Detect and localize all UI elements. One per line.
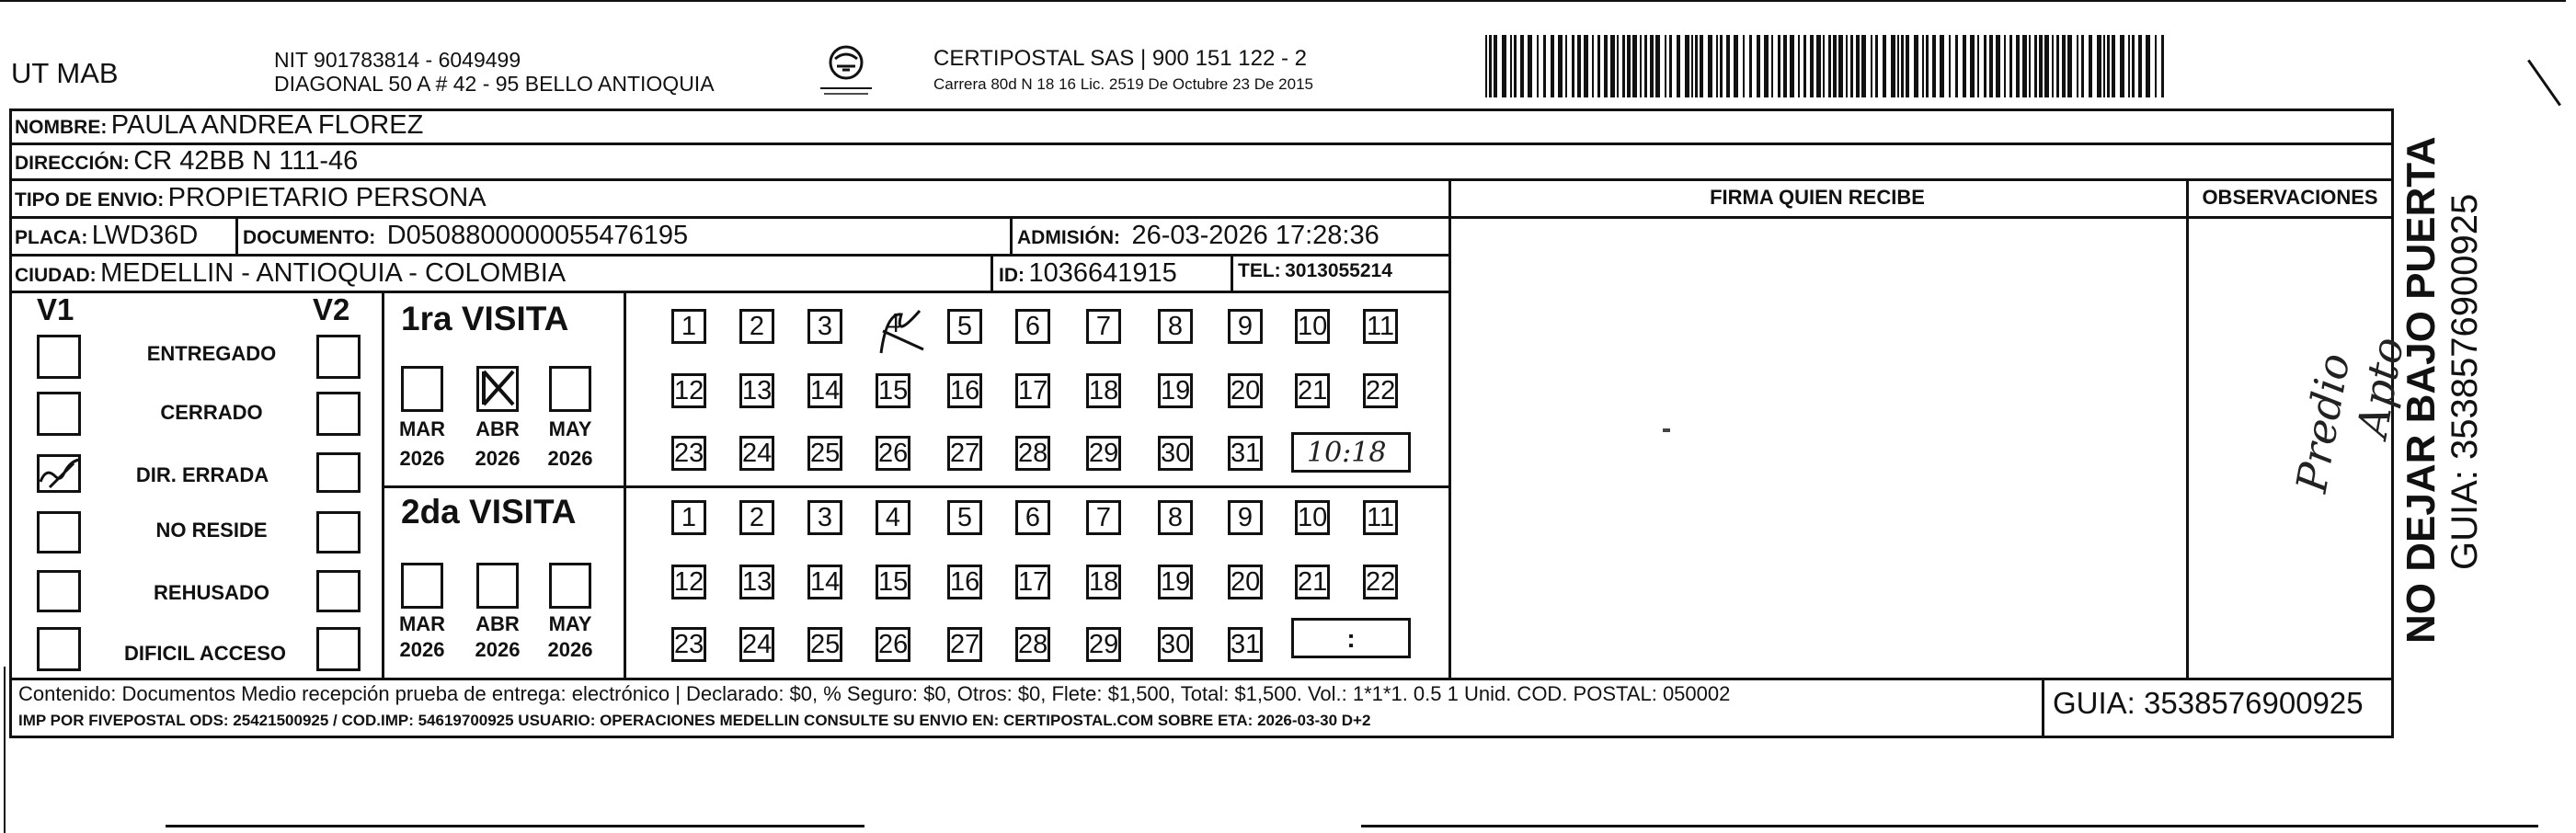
barcode-bar (2097, 35, 2101, 97)
visit2-year-abr: 2026 (475, 638, 521, 661)
visit2-day-24[interactable]: 24 (739, 627, 774, 662)
handwritten-x-mark (476, 366, 519, 412)
barcode-bar (1604, 35, 1608, 97)
barcode-bar (1610, 35, 1615, 97)
v2-checkbox-no-reside[interactable] (316, 511, 361, 553)
barcode-bar (1677, 35, 1680, 97)
visit2-title: 2da VISITA (401, 493, 577, 531)
barcode-bar (1901, 35, 1904, 97)
name-row (15, 110, 423, 141)
visit2-day-23[interactable]: 23 (671, 627, 706, 662)
visit1-day-15[interactable]: 15 (876, 373, 910, 408)
visit1-day-1[interactable]: 1 (671, 309, 706, 344)
barcode-bar (1543, 35, 1546, 97)
barcode-bar (2081, 35, 2084, 97)
visit1-month-abr: ABR (475, 417, 520, 440)
footer-guia-divider (2042, 678, 2044, 737)
v2-header: V2 (313, 292, 350, 326)
status-label-no-reside: NO RESIDE (155, 519, 268, 542)
barcode-bar (1816, 35, 1821, 97)
visit1-day-22[interactable]: 22 (1363, 373, 1398, 408)
barcode-bar (2103, 35, 2105, 97)
visit2-day-8[interactable]: 8 (1158, 500, 1193, 535)
barcode-bar (1644, 35, 1647, 97)
visit1-day-7[interactable]: 7 (1086, 309, 1121, 344)
visit1-month-mar: MAR (398, 417, 446, 440)
v1-checkbox-no-reside[interactable] (37, 511, 81, 553)
v1-checkbox-entregado[interactable] (37, 335, 81, 379)
barcode-bar (1764, 35, 1769, 97)
visit2-day-25[interactable]: 25 (807, 627, 842, 662)
barcode-bar (1665, 35, 1666, 97)
barcode-bar (1989, 35, 1993, 97)
barcode-bar (1856, 35, 1860, 97)
status-label-cerrado: CERRADO (160, 401, 263, 424)
frame-left-line (9, 108, 12, 738)
barcode-bar (1617, 35, 1619, 97)
barcode-bar (2016, 35, 2020, 97)
barcode-bar (1803, 35, 1806, 97)
footer-guia: GUIA: 3538576900925 (2053, 686, 2364, 720)
visit1-month-box-abr[interactable] (476, 366, 519, 412)
barcode-bar (1695, 35, 1698, 97)
barcode-bar (2120, 35, 2124, 97)
bottom-stray-line-2 (1361, 825, 2538, 827)
barcode-bar (1798, 35, 1800, 97)
barcode-bar (1726, 35, 1730, 97)
barcode-bar (1494, 35, 1497, 97)
barcode-bar (1955, 35, 1958, 97)
barcode-bar (2077, 35, 2078, 97)
signature-header: FIRMA QUIEN RECIBE (1710, 186, 1925, 209)
barcode-bar (1514, 35, 1517, 97)
visit1-day-17[interactable]: 17 (1015, 373, 1050, 408)
barcode-bar (1749, 35, 1752, 97)
admission-value: 26-03-2026 17:28:36 (1131, 221, 1380, 250)
visit2-month-mar: MAR (398, 612, 446, 635)
visit1-day-2[interactable]: 2 (739, 309, 774, 344)
recipient-address: CR 42BB N 111-46 (133, 146, 359, 176)
company-nit: NIT 901783814 - 6049499 (274, 48, 521, 72)
visit1-day-12[interactable]: 12 (671, 373, 706, 408)
visit1-day-6[interactable]: 6 (1015, 309, 1050, 344)
visit1-day-scribble (874, 303, 929, 359)
barcode-bar (2052, 35, 2054, 97)
v2-checkbox-entregado[interactable] (316, 335, 361, 379)
tel-divider (1231, 254, 1233, 291)
plate-value: LWD36D (91, 221, 199, 250)
barcode-bar (2004, 35, 2006, 97)
barcode-bar (1932, 35, 1936, 97)
visit1-day-4[interactable]: 4 (885, 309, 901, 338)
visit2-time-box[interactable] (1291, 618, 1411, 658)
visit1-day-8[interactable]: 8 (1158, 309, 1193, 344)
barcode-bar (1584, 35, 1588, 97)
barcode-bar (1708, 35, 1712, 97)
visit1-time-box[interactable] (1291, 432, 1411, 473)
barcode-bar (1757, 35, 1760, 97)
tel-value: 3013055214 (1285, 260, 1392, 281)
barcode-bar (1778, 35, 1780, 97)
footer-imp: IMP POR FIVEPOSTAL ODS: 25421500925 / COD.IMP: 54619700925 USUARIO: OPERACIONES MEDELLIN CONSULTE SU ENVIO EN: CERTIPOSTAL.COM SOBRE ETA: 2026-03-30 D+2 (18, 712, 1371, 729)
frame-bottom-line (9, 736, 2394, 738)
observations-left-line (2186, 178, 2189, 679)
visit1-day-31[interactable]: 31 (1228, 436, 1263, 471)
visit1-year-may: 2026 (547, 447, 593, 470)
company-address: DIAGONAL 50 A # 42 - 95 BELLO ANTIOQUIA (274, 72, 715, 96)
visit2-month-box-mar[interactable] (401, 563, 443, 609)
visit1-day-26[interactable]: 26 (876, 436, 910, 471)
barcode-bar (1537, 35, 1539, 97)
visit2-day-18[interactable]: 18 (1086, 565, 1121, 599)
visit1-day-21[interactable]: 21 (1295, 373, 1330, 408)
id-label: ID: (999, 265, 1025, 286)
visit2-day-2[interactable]: 2 (739, 500, 774, 535)
footer-contents: Contenido: Documentos Medio recepción prueba de entrega: electrónico | Declarado: $0, % Seguro: $0, Otros: $0, Flete: $1,500, Total: $1,500. Vol.: 1*1*1. 0.5 1 Unid. COD. POSTAL: 050002 (18, 682, 1731, 705)
barcode-bar (1846, 35, 1848, 97)
margin-line (4, 667, 6, 833)
side-guia: GUIA: 3538576900925 (2444, 193, 2485, 570)
carrier-license: Carrera 80d N 18 16 Lic. 2519 De Octubre 23 De 2015 (933, 75, 1313, 93)
bottom-stray-line-1 (166, 825, 864, 827)
visit2-day-21[interactable]: 21 (1295, 565, 1330, 599)
barcode-bar (1906, 35, 1909, 97)
barcode-bar (1949, 35, 1951, 97)
visit2-year-mar: 2026 (399, 638, 445, 661)
row-line-3 (9, 216, 1448, 219)
barcode-bar (2009, 35, 2012, 97)
status-label-dificil-acceso: DIFICIL ACCESO (123, 642, 286, 665)
barcode-bar (1551, 35, 1554, 97)
visit1-day-10[interactable]: 10 (1295, 309, 1330, 344)
type-label: TIPO DE ENVIO: (15, 189, 165, 211)
barcode-bar (2062, 35, 2066, 97)
visit2-day-7[interactable]: 7 (1086, 500, 1121, 535)
barcode-bar (1655, 35, 1660, 97)
visit1-day-27[interactable]: 27 (947, 436, 982, 471)
visit2-day-6[interactable]: 6 (1015, 500, 1050, 535)
visit1-month-box-may[interactable] (549, 366, 591, 412)
plate-label: PLACA: (15, 227, 88, 248)
plate-divider (235, 217, 238, 254)
visit2-month-box-may[interactable] (549, 563, 591, 609)
barcode-bar (1883, 35, 1886, 97)
barcode-bar (2089, 35, 2092, 97)
barcode-bar (1850, 35, 1853, 97)
barcode-bar (2056, 35, 2059, 97)
name-label: NOMBRE: (15, 117, 108, 138)
barcode-bar (1875, 35, 1878, 97)
barcode-bar (1977, 35, 1979, 97)
visit2-day-22[interactable]: 22 (1363, 565, 1398, 599)
visit2-day-15[interactable]: 15 (876, 565, 910, 599)
handwritten-check-mark (37, 454, 81, 493)
barcode-bar (2128, 35, 2130, 97)
city-label: CIUDAD: (15, 265, 97, 286)
barcode-bar (1700, 35, 1703, 97)
id-value: 1036641915 (1028, 258, 1177, 288)
visit2-day-14[interactable]: 14 (807, 565, 842, 599)
visit1-day-23[interactable]: 23 (671, 436, 706, 471)
barcode-bar (1489, 35, 1492, 97)
city-row (15, 258, 566, 289)
visit1-year-mar: 2026 (399, 447, 445, 470)
visit2-day-26[interactable]: 26 (876, 627, 910, 662)
visit2-day-30[interactable]: 30 (1158, 627, 1193, 662)
barcode-bar (2034, 35, 2037, 97)
barcode-bar (1996, 35, 2000, 97)
admission-divider (1010, 217, 1013, 254)
barcode-bar (1510, 35, 1512, 97)
admission-label: ADMISIÓN: (1017, 227, 1120, 248)
visit1-day-24[interactable]: 24 (739, 436, 774, 471)
barcode-bar (2107, 35, 2110, 97)
barcode-bar (1926, 35, 1929, 97)
barcode-bar (2146, 35, 2150, 97)
barcode-bar (1502, 35, 1506, 97)
barcode-bar (1650, 35, 1654, 97)
visit2-day-16[interactable]: 16 (947, 565, 982, 599)
visit2-month-box-abr[interactable] (476, 563, 519, 609)
shipment-type: PROPIETARIO PERSONA (167, 183, 487, 212)
visit2-day-10[interactable]: 10 (1295, 500, 1330, 535)
barcode-bar (1734, 35, 1738, 97)
id-divider (990, 254, 993, 291)
barcode-bar (1691, 35, 1693, 97)
certipostal-logo (815, 42, 877, 101)
visit2-day-20[interactable]: 20 (1228, 565, 1263, 599)
visit1-day-5[interactable]: 5 (947, 309, 982, 344)
barcode-bar (2039, 35, 2043, 97)
barcode-bar (1771, 35, 1773, 97)
visit2-day-12[interactable]: 12 (671, 565, 706, 599)
barcode-bar (1970, 35, 1975, 97)
barcode-bar (1871, 35, 1872, 97)
row-line-5 (9, 291, 1448, 293)
visit1-day-18[interactable]: 18 (1086, 373, 1121, 408)
signature-dot (1663, 428, 1670, 432)
visit2-year-may: 2026 (547, 638, 593, 661)
v1-checkbox-dificil-acceso[interactable] (37, 627, 81, 671)
barcode-bar (1520, 35, 1524, 97)
observation-handwritten-line2: Apto (2347, 333, 2414, 441)
barcode-bar (1891, 35, 1895, 97)
visit2-day-1[interactable]: 1 (671, 500, 706, 535)
side-warning: NO DEJAR BAJO PUERTA (2399, 136, 2444, 644)
visit2-month-may: MAY (548, 612, 592, 635)
status-divider (382, 291, 384, 678)
visit1-day-19[interactable]: 19 (1158, 373, 1193, 408)
barcode-bar (1828, 35, 1831, 97)
barcode-bar (1861, 35, 1866, 97)
barcode-bar (1810, 35, 1814, 97)
barcode-bar (1720, 35, 1723, 97)
visit2-day-19[interactable]: 19 (1158, 565, 1193, 599)
visit2-day-13[interactable]: 13 (739, 565, 774, 599)
barcode-bar (2067, 35, 2072, 97)
visit2-day-11[interactable]: 11 (1363, 500, 1398, 535)
barcode-bar (1823, 35, 1825, 97)
visit1-day-30[interactable]: 30 (1158, 436, 1193, 471)
visit1-day-16[interactable]: 16 (947, 373, 982, 408)
barcode-bar (2132, 35, 2135, 97)
admission-row (1017, 221, 1380, 251)
barcode-bar (1627, 35, 1631, 97)
row-line-1 (9, 143, 2394, 145)
corner-mark (2527, 60, 2561, 107)
visit1-day-28[interactable]: 28 (1015, 436, 1050, 471)
visit1-day-3[interactable]: 3 (807, 309, 842, 344)
barcode-bar (2138, 35, 2142, 97)
barcode-bar (1716, 35, 1718, 97)
observations-header: OBSERVACIONES (2202, 186, 2378, 209)
barcode-bar (1528, 35, 1532, 97)
barcode-bar (1922, 35, 1924, 97)
barcode-bar (1914, 35, 1918, 97)
v1-checkbox-dir-errada[interactable] (37, 454, 81, 493)
visit1-day-20[interactable]: 20 (1228, 373, 1263, 408)
visit2-day-28[interactable]: 28 (1015, 627, 1050, 662)
visit1-month-box-mar[interactable] (401, 366, 443, 412)
months-divider (624, 291, 626, 678)
barcode-bar (1622, 35, 1625, 97)
visit1-day-9[interactable]: 9 (1228, 309, 1263, 344)
document-label: DOCUMENTO: (243, 227, 376, 248)
barcode-bar (1833, 35, 1837, 97)
barcode-bar (2155, 35, 2157, 97)
status-label-entregado: ENTREGADO (146, 342, 277, 365)
barcode-bar (2161, 35, 2164, 97)
observation-handwritten-line1: Predio (2286, 349, 2360, 496)
barcode-bar (1940, 35, 1944, 97)
visit1-day-11[interactable]: 11 (1363, 309, 1398, 344)
recipient-name: PAULA ANDREA FLOREZ (110, 110, 424, 140)
barcode-bar (1572, 35, 1574, 97)
barcode (1485, 35, 2166, 97)
barcode-bar (1640, 35, 1642, 97)
barcode-bar (1565, 35, 1567, 97)
type-row (15, 183, 487, 213)
barcode-bar (1897, 35, 1899, 97)
visit2-day-3[interactable]: 3 (807, 500, 842, 535)
barcode-bar (1790, 35, 1794, 97)
status-label-dir-errada: DIR. ERRADA (135, 463, 269, 486)
barcode-bar (2029, 35, 2031, 97)
visit2-day-5[interactable]: 5 (947, 500, 982, 535)
id-row (999, 258, 1177, 289)
signature-left-line (1448, 178, 1451, 679)
tel-label: TEL: (1238, 260, 1281, 281)
visit2-month-abr: ABR (475, 612, 520, 635)
barcode-bar (1632, 35, 1637, 97)
barcode-bar (1685, 35, 1689, 97)
visit1-time-handwritten: 10:18 (1307, 437, 1387, 469)
document-row (243, 221, 688, 251)
address-row (15, 146, 358, 177)
v1-header: V1 (37, 292, 74, 326)
v1-checkbox-rehusado[interactable] (37, 570, 81, 612)
visit1-year-abr: 2026 (475, 447, 521, 470)
visit2-day-4[interactable]: 4 (876, 500, 910, 535)
top-edge-line (0, 0, 2566, 2)
v1-checkbox-cerrado[interactable] (37, 392, 81, 436)
barcode-bar (1963, 35, 1966, 97)
row-line-3b (1448, 216, 2394, 219)
barcode-bar (1558, 35, 1563, 97)
footer-top-line (9, 678, 2394, 680)
barcode-bar (1485, 35, 1487, 97)
barcode-bar (2112, 35, 2115, 97)
address-label: DIRECCIÓN: (15, 153, 130, 174)
tel-row (1238, 260, 1392, 282)
barcode-bar (1838, 35, 1843, 97)
visit1-title: 1ra VISITA (401, 300, 569, 337)
barcode-bar (2022, 35, 2027, 97)
visit2-day-17[interactable]: 17 (1015, 565, 1050, 599)
barcode-bar (1669, 35, 1672, 97)
v2-checkbox-cerrado[interactable] (316, 392, 361, 436)
visit2-day-9[interactable]: 9 (1228, 500, 1263, 535)
visit1-month-may: MAY (548, 417, 592, 440)
visit2-day-29[interactable]: 29 (1086, 627, 1121, 662)
visit1-day-13[interactable]: 13 (739, 373, 774, 408)
visit1-day-25[interactable]: 25 (807, 436, 842, 471)
visit1-day-14[interactable]: 14 (807, 373, 842, 408)
visit2-time-separator: : (1346, 624, 1356, 653)
barcode-bar (1783, 35, 1787, 97)
carrier-name: CERTIPOSTAL SAS | 900 151 122 - 2 (933, 46, 1307, 71)
row-line-2 (9, 178, 2394, 181)
company-name: UT MAB (11, 57, 119, 89)
v2-checkbox-dir-errada[interactable] (316, 452, 361, 493)
visit2-day-31[interactable]: 31 (1228, 627, 1263, 662)
document-value: D0508800000055476195 (386, 221, 689, 250)
barcode-bar (1577, 35, 1581, 97)
visit1-day-29[interactable]: 29 (1086, 436, 1121, 471)
plate-row (15, 221, 198, 251)
status-label-rehusado: REHUSADO (154, 581, 269, 604)
barcode-bar (1597, 35, 1600, 97)
barcode-bar (2044, 35, 2049, 97)
city-value: MEDELLIN - ANTIOQUIA - COLOMBIA (100, 258, 567, 288)
barcode-bar (1743, 35, 1745, 97)
barcode-bar (1984, 35, 1986, 97)
v2-checkbox-rehusado[interactable] (316, 570, 361, 612)
v2-checkbox-dificil-acceso[interactable] (316, 627, 361, 671)
visit2-day-27[interactable]: 27 (947, 627, 982, 662)
barcode-bar (1592, 35, 1594, 97)
visit-divider (382, 485, 1450, 488)
